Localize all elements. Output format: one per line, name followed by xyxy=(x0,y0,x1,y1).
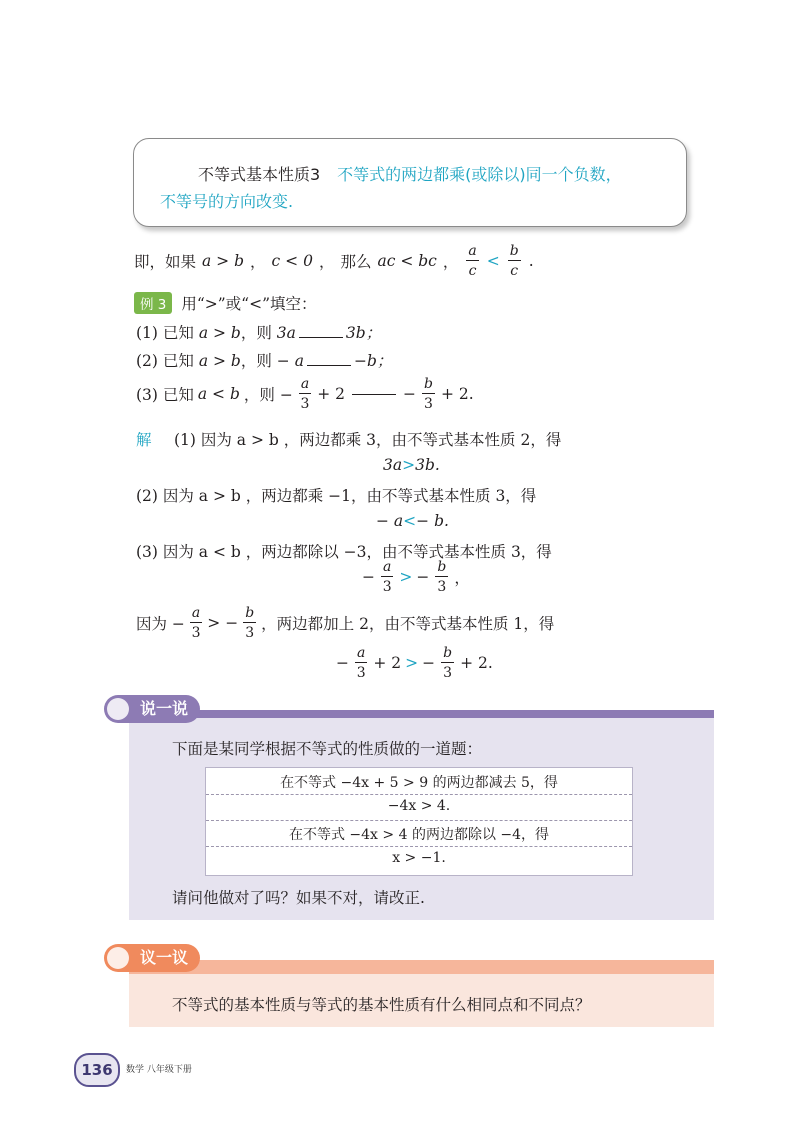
shuo-bar xyxy=(129,710,714,718)
comma: ， xyxy=(250,253,266,271)
intro-lt: < xyxy=(486,252,500,270)
denominator: 3 xyxy=(437,579,447,595)
example-prompt: 用“>”或“<”填空： xyxy=(181,295,317,313)
res2-left: − a xyxy=(376,512,404,530)
yi-bar xyxy=(129,960,714,974)
numerator: b xyxy=(509,243,519,259)
speech-bubble-icon xyxy=(107,698,129,720)
fraction-a-over-3 xyxy=(381,560,393,594)
comma: ， xyxy=(318,253,335,271)
example-header xyxy=(134,292,317,314)
example-q1 xyxy=(136,321,381,343)
solution-step4 xyxy=(136,606,554,640)
numerator: b xyxy=(245,605,255,621)
intro-line xyxy=(134,244,534,278)
q2-label: (2) 已知 xyxy=(136,352,194,370)
denominator: c xyxy=(468,263,477,279)
minus: − xyxy=(336,654,349,672)
solution-result4 xyxy=(336,646,493,680)
denominator: 3 xyxy=(382,579,392,595)
blank xyxy=(352,393,396,395)
example-tag: 例 3 xyxy=(134,292,172,314)
q3-cond: a < b xyxy=(197,385,240,403)
solution-step3: (3) 因为 a < b ，两边都除以 −3，由不等式基本性质 3，得 xyxy=(136,543,552,561)
solution-result2 xyxy=(376,512,449,530)
denominator: 3 xyxy=(356,665,366,681)
fraction-a-over-3 xyxy=(190,606,202,640)
numerator: a xyxy=(383,559,392,575)
intro-then: 那么 xyxy=(340,253,372,271)
numerator: a xyxy=(357,645,366,661)
comma: ， xyxy=(442,253,459,271)
numerator: a xyxy=(300,376,310,392)
work-line-4: x > −1. xyxy=(392,850,446,866)
people-icon xyxy=(107,947,129,969)
res2-right: − b. xyxy=(416,512,449,530)
denominator: 3 xyxy=(191,625,201,641)
fraction-a-over-3 xyxy=(355,646,367,680)
s4-mid: > − xyxy=(207,614,239,632)
shuo-badge xyxy=(104,695,200,723)
numerator: b xyxy=(443,645,453,661)
example-q2 xyxy=(136,349,392,371)
q3-end: + 2. xyxy=(440,385,474,403)
denominator: 3 xyxy=(423,396,433,412)
example-q3 xyxy=(136,377,474,411)
solution-step2: (2) 因为 a > b ，两边都乘 −1，由不等式基本性质 3，得 xyxy=(136,487,537,505)
yi-text: 不等式的基本性质与等式的基本性质有什么相同点和不同点？ xyxy=(172,996,591,1014)
property-title-line xyxy=(198,162,622,185)
dashed-divider xyxy=(206,846,632,847)
q1-then: ，则 xyxy=(240,324,272,342)
minus: − xyxy=(362,568,375,586)
res4-end: + 2. xyxy=(460,654,493,672)
intro-lead: 即，如果 xyxy=(134,253,197,271)
q2-right: −b； xyxy=(353,352,393,370)
res3-end: ， xyxy=(454,569,470,587)
solution-label: 解 xyxy=(136,431,152,449)
res1-left: 3a xyxy=(383,456,403,474)
solution-result3 xyxy=(362,560,470,594)
solution-step1: (1) 因为 a > b ，两边都乘 3，由不等式基本性质 2，得 xyxy=(174,431,562,449)
intro-cond1: a > b xyxy=(202,252,245,270)
property-text-2: 不等号的方向改变. xyxy=(160,192,294,211)
shuo-question: 请问他做对了吗？如果不对，请改正. xyxy=(172,889,425,907)
q3-then: ，则 − xyxy=(243,386,293,404)
shuo-work-box xyxy=(205,767,633,876)
book-title: 数学 八年级下册 xyxy=(126,1065,192,1075)
dashed-divider xyxy=(206,820,632,821)
q1-label: (1) 已知 xyxy=(136,324,194,342)
numerator: b xyxy=(423,376,433,392)
denominator: 3 xyxy=(245,625,255,641)
intro-end: . xyxy=(528,252,534,270)
q2-cond: a > b xyxy=(198,352,241,370)
intro-res1: ac < bc xyxy=(377,252,437,270)
fraction-b-over-3 xyxy=(441,646,454,680)
numerator: a xyxy=(468,243,477,259)
numerator: a xyxy=(191,605,201,621)
fraction-b-over-c xyxy=(508,244,521,278)
numerator: b xyxy=(437,559,447,575)
minus: − xyxy=(416,568,430,586)
yi-badge xyxy=(104,944,200,972)
denominator: c xyxy=(510,263,519,279)
fraction-a-over-c xyxy=(466,244,478,278)
q1-left: 3a xyxy=(276,324,296,342)
q2-then: ，则 xyxy=(240,352,272,370)
q3-label: (3) 已知 xyxy=(136,386,194,404)
solution-result1 xyxy=(383,456,440,474)
fraction-b-over-3 xyxy=(435,560,448,594)
q1-cond: a > b xyxy=(198,324,241,342)
property-text-1: 不等式的两边都乘(或除以)同一个负数， xyxy=(337,165,622,184)
blank xyxy=(307,364,351,366)
denominator: 3 xyxy=(300,396,310,412)
denominator: 3 xyxy=(443,665,453,681)
intro-cond2: c < 0 xyxy=(271,252,313,270)
q3-minus: − xyxy=(402,385,416,403)
q3-plus: + 2 xyxy=(317,385,345,403)
work-line-3: 在不等式 −4x > 4 的两边都除以 −4，得 xyxy=(288,827,550,843)
fraction-b-over-3 xyxy=(243,606,256,640)
shuo-badge-label: 说一说 xyxy=(140,699,189,718)
q2-left: − a xyxy=(276,352,304,370)
res4-plus: + 2 xyxy=(373,654,402,672)
shuo-intro: 下面是某同学根据不等式的性质做的一道题： xyxy=(172,740,483,758)
s4-lead: 因为 − xyxy=(136,615,185,633)
minus: − xyxy=(422,654,436,672)
blank xyxy=(299,336,343,338)
s4-tail: ，两边都加上 2，由不等式基本性质 1，得 xyxy=(261,615,555,633)
page-number: 136 xyxy=(74,1053,120,1087)
res2-op: < xyxy=(403,512,417,530)
fraction-a-over-3 xyxy=(299,377,311,411)
res1-right: 3b. xyxy=(415,456,440,474)
work-line-1: 在不等式 −4x + 5 > 9 的两边都减去 5，得 xyxy=(280,775,558,791)
fraction-b-over-3 xyxy=(422,377,435,411)
res4-op: > xyxy=(405,654,419,672)
res1-op: > xyxy=(402,456,416,474)
property-title: 不等式基本性质3 xyxy=(198,165,321,184)
res3-op: > xyxy=(399,568,413,586)
work-line-2: −4x > 4. xyxy=(387,798,451,814)
q1-right: 3b； xyxy=(345,324,382,342)
dashed-divider xyxy=(206,794,632,795)
yi-badge-label: 议一议 xyxy=(140,948,189,967)
